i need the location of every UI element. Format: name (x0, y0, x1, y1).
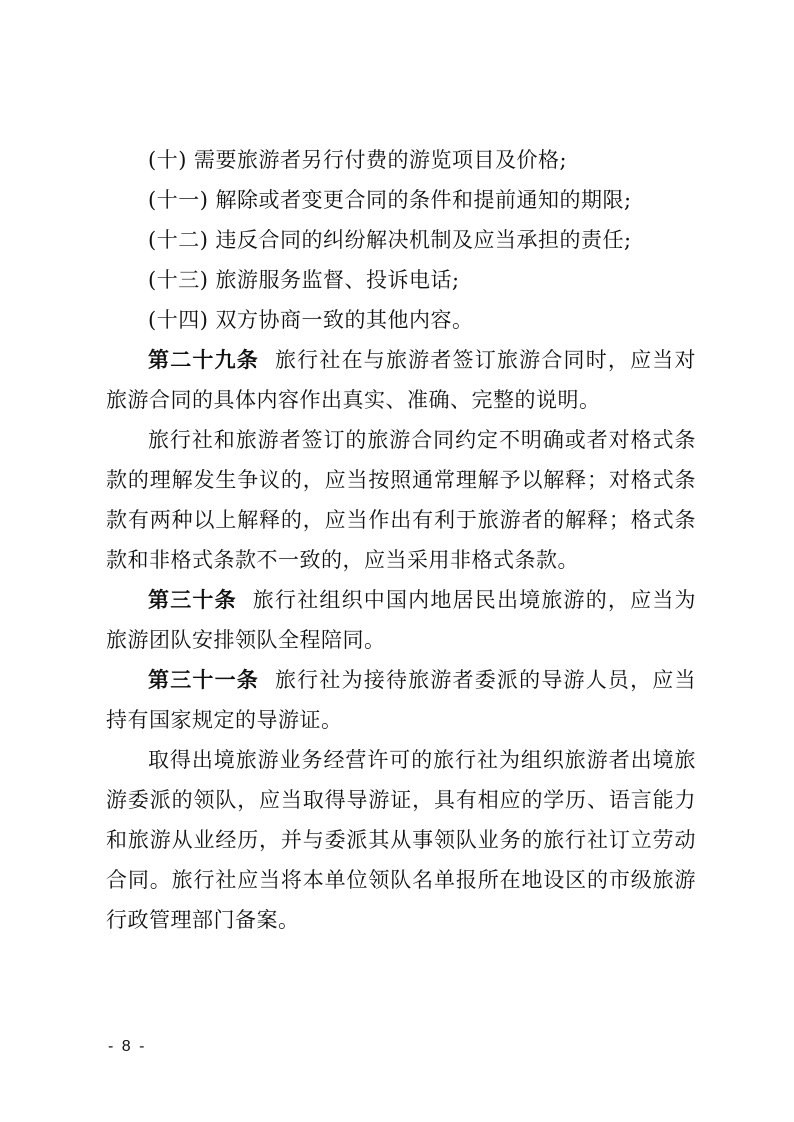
article-paragraph (106, 740, 696, 940)
article-label: 第三十条 (148, 588, 237, 612)
list-item: (十) 需要旅游者另行付费的游览项目及价格; (148, 148, 568, 172)
article-text: 旅行社组织中国内地居民出境旅游的，应当为旅游团队安排领队全程陪同。 (106, 588, 697, 652)
article-label: 第三十一条 (148, 668, 259, 692)
article-text: 取得出境旅游业务经营许可的旅行社为组织旅游者出境旅游委派的领队，应当取得导游证，具有相应的学历、语言能力和旅游从业经历，并与委派其从事领队业务的旅行社订立劳动合同。旅行社应当将本单位领队名单报所在地设区的市级旅游行政管理部门备案。 (106, 748, 696, 932)
list-item: (十四) 双方协商一致的其他内容。 (148, 308, 474, 332)
article-paragraph (106, 580, 696, 660)
article-paragraph (106, 660, 696, 740)
list-item: (十三) 旅游服务监督、投诉电话; (148, 268, 460, 292)
article-label: 第二十九条 (148, 348, 259, 372)
document-body (106, 140, 696, 940)
list-item: (十一) 解除或者变更合同的条件和提前通知的期限; (148, 188, 632, 212)
article-text: 旅行社和旅游者签订的旅游合同约定不明确或者对格式条款的理解发生争议的，应当按照通常理解予以解释；对格式条款有两种以上解释的，应当作出有利于旅游者的解释；格式条款和非格式条款不一致的，应当采用非格式条款。 (106, 428, 696, 572)
list-item: (十二) 违反合同的纠纷解决机制及应当承担的责任; (148, 228, 632, 252)
article-paragraph (106, 420, 696, 580)
article-paragraph (106, 340, 696, 420)
article-text: 旅行社在与旅游者签订旅游合同时，应当对旅游合同的具体内容作出真实、准确、完整的说明。 (106, 348, 697, 412)
page-number: - 8 - (108, 1038, 147, 1055)
article-text: 旅行社为接待旅游者委派的导游人员，应当持有国家规定的导游证。 (106, 668, 697, 732)
